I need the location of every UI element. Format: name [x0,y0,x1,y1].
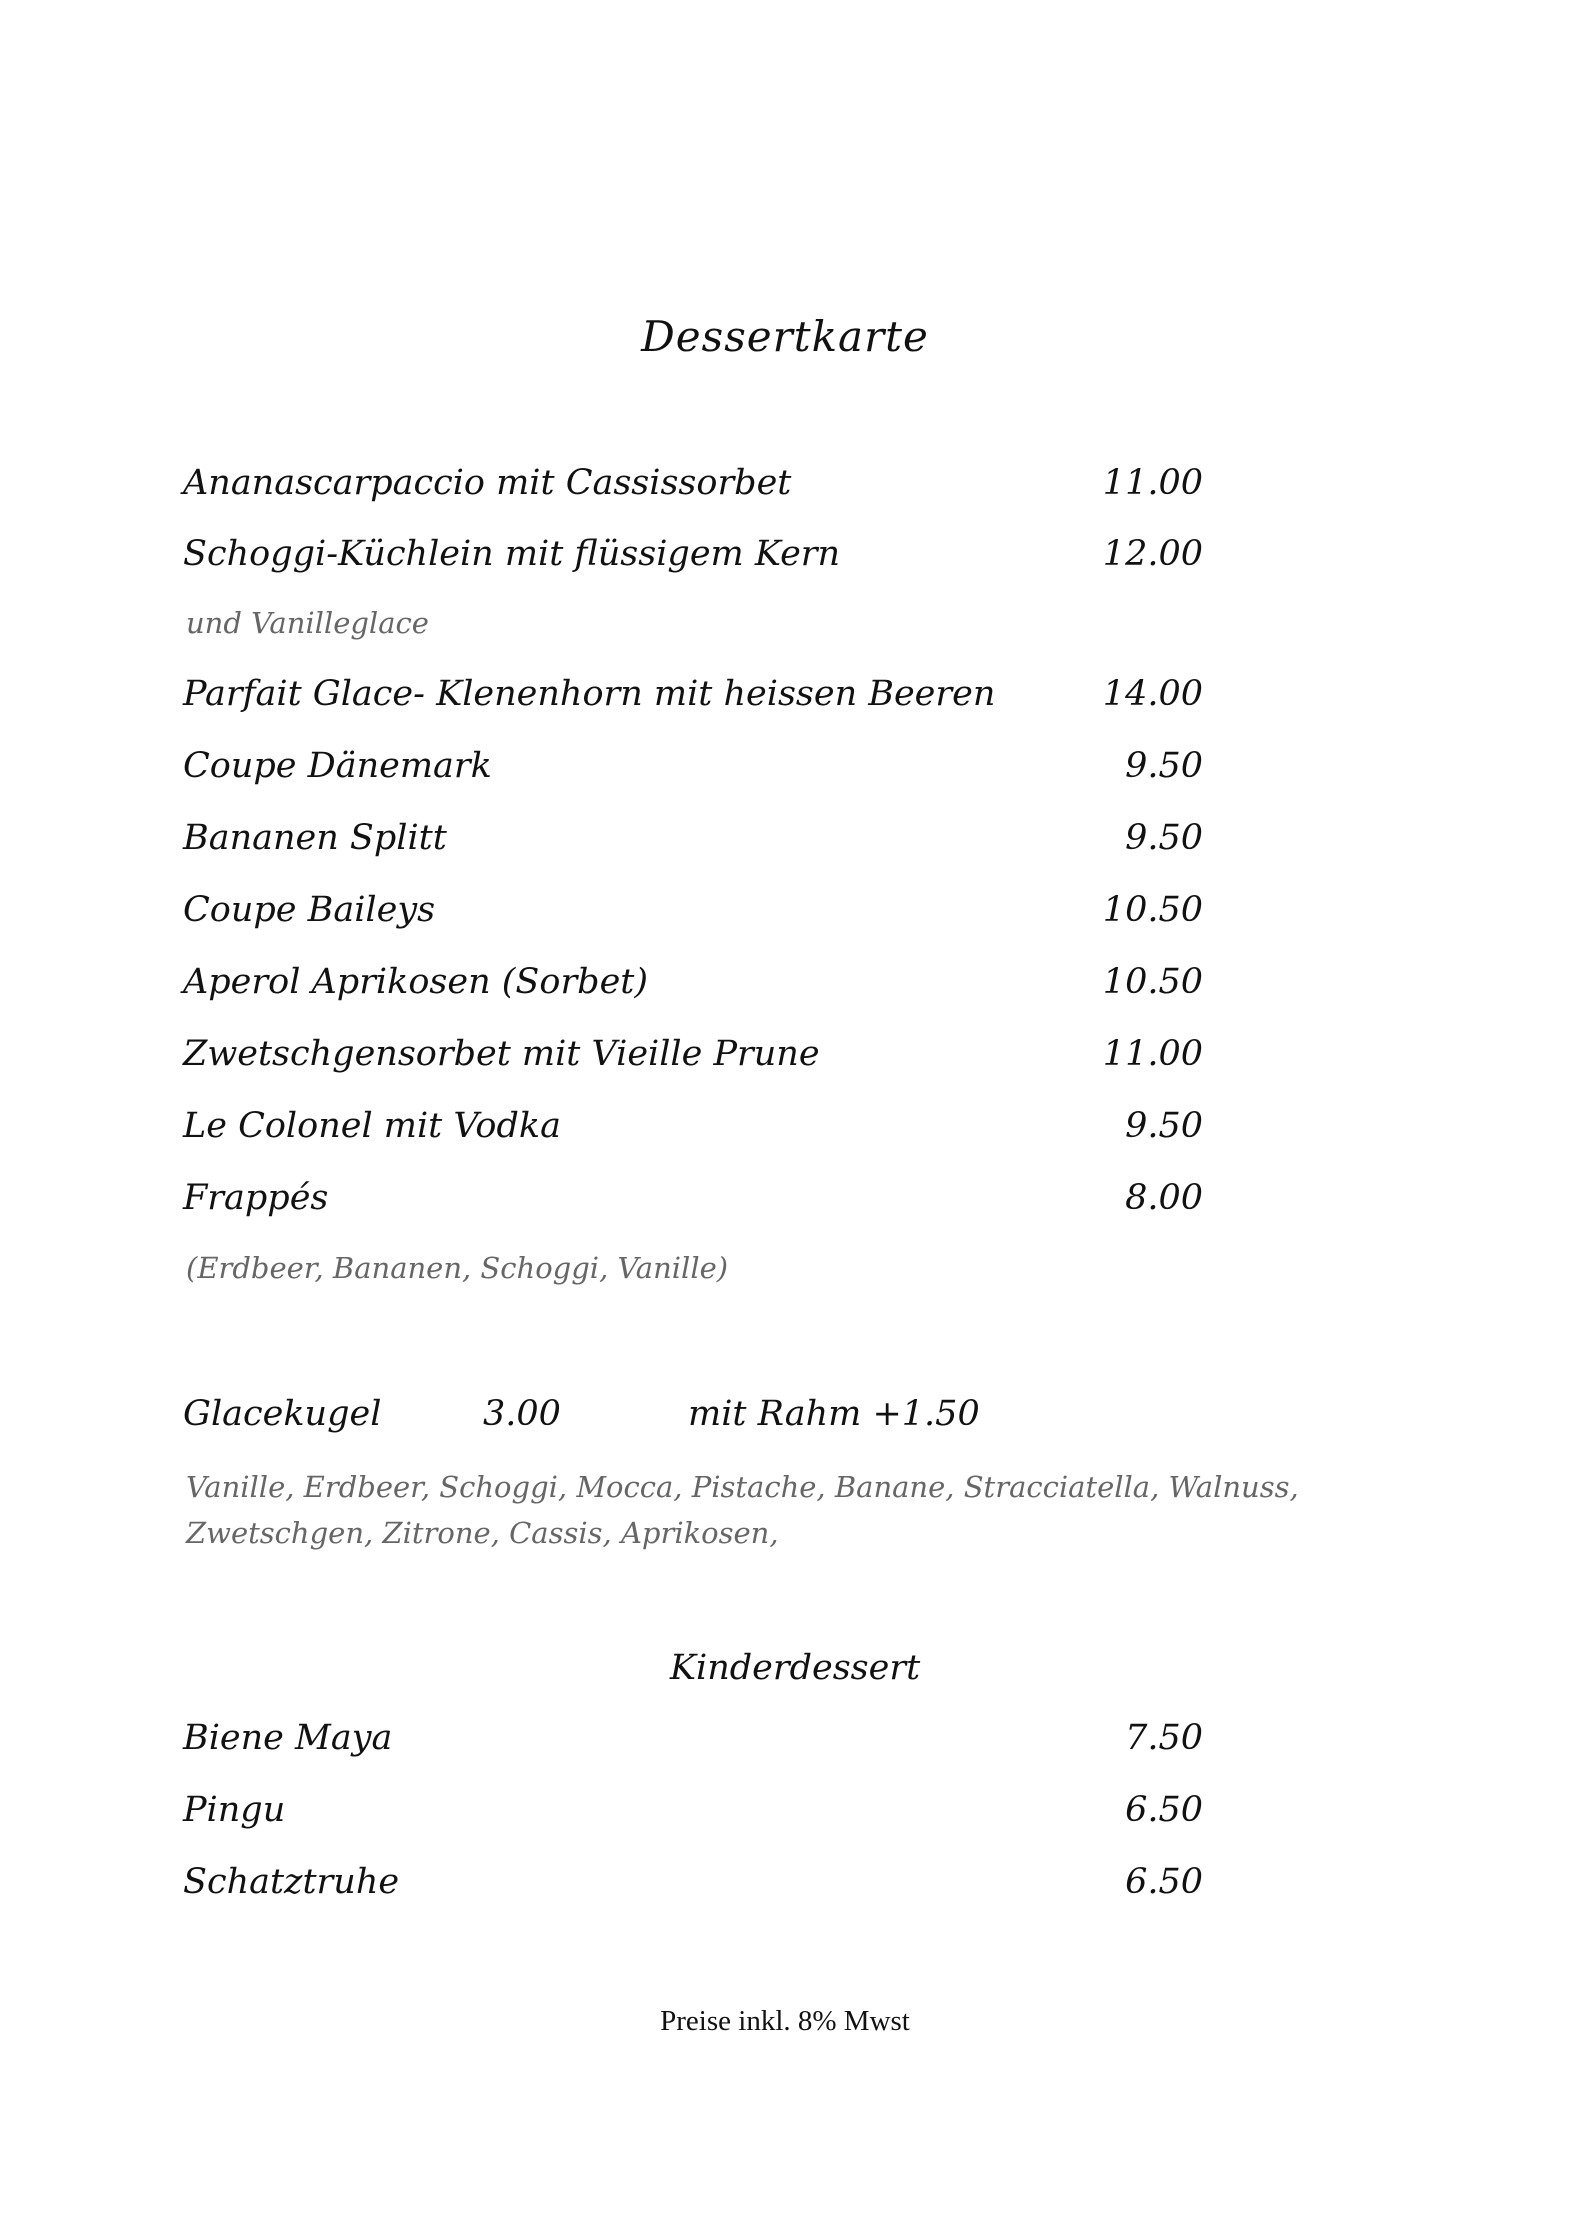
page-title: Dessertkarte [641,312,929,361]
glacekugel-row [183,1394,1283,1444]
item-price: 11.00 [1102,1034,1203,1074]
menu-item [183,962,1203,1012]
menu-item [183,1862,1203,1912]
glacekugel-price: 3.00 [483,1394,561,1434]
menu-item [183,1790,1203,1840]
price-footnote: Preise inkl. 8% Mwst [660,2005,910,2037]
item-note: und Vanilleglace [186,606,429,640]
item-name: Coupe Baileys [183,890,436,930]
menu-item [183,746,1203,796]
item-price: 11.00 [1102,463,1203,503]
menu-item [183,1718,1203,1768]
item-name: Coupe Dänemark [183,746,492,786]
item-price: 10.50 [1102,890,1203,930]
item-price: 6.50 [1125,1790,1203,1830]
menu-item [183,1106,1203,1156]
item-name: Schatztruhe [183,1862,400,1902]
menu-item [183,674,1203,724]
flavors-line: Zwetschgen, Zitrone, Cassis, Aprikosen, [186,1516,779,1550]
item-price: 6.50 [1125,1862,1203,1902]
item-price: 8.00 [1125,1178,1203,1218]
menu-item [183,463,1203,513]
item-name: Pingu [183,1790,286,1830]
menu-item [183,1178,1203,1228]
menu-item [183,818,1203,868]
glace-flavors [186,1464,1366,1556]
item-name: Zwetschgensorbet mit Vieille Prune [183,1034,820,1074]
menu-item [183,534,1203,584]
item-price: 9.50 [1125,818,1203,858]
item-name: Le Colonel mit Vodka [183,1106,561,1146]
item-price: 12.00 [1102,534,1203,574]
item-name: Schoggi-Küchlein mit flüssigem Kern [183,534,841,574]
kinder-title: Kinderdessert [669,1648,921,1688]
item-price: 9.50 [1125,746,1203,786]
item-name: Parfait Glace- Klenenhorn mit heissen Beeren [183,674,996,714]
item-name: Bananen Splitt [183,818,447,858]
glacekugel-label: Glacekugel [183,1394,382,1434]
item-price: 10.50 [1102,962,1203,1002]
item-name: Biene Maya [183,1718,393,1758]
item-name: Frappés [183,1178,329,1218]
item-price: 9.50 [1125,1106,1203,1146]
item-name: Ananascarpaccio mit Cassissorbet [183,463,792,503]
item-price: 7.50 [1125,1718,1203,1758]
menu-item [183,890,1203,940]
item-name: Aperol Aprikosen (Sorbet) [183,962,649,1002]
item-note: (Erdbeer, Bananen, Schoggi, Vanille) [186,1251,729,1285]
glacekugel-extra: mit Rahm +1.50 [688,1394,980,1434]
flavors-line: Vanille, Erdbeer, Schoggi, Mocca, Pistache, Banane, Stracciatella, Walnuss, [186,1470,1299,1504]
menu-item [183,1034,1203,1084]
item-price: 14.00 [1102,674,1203,714]
